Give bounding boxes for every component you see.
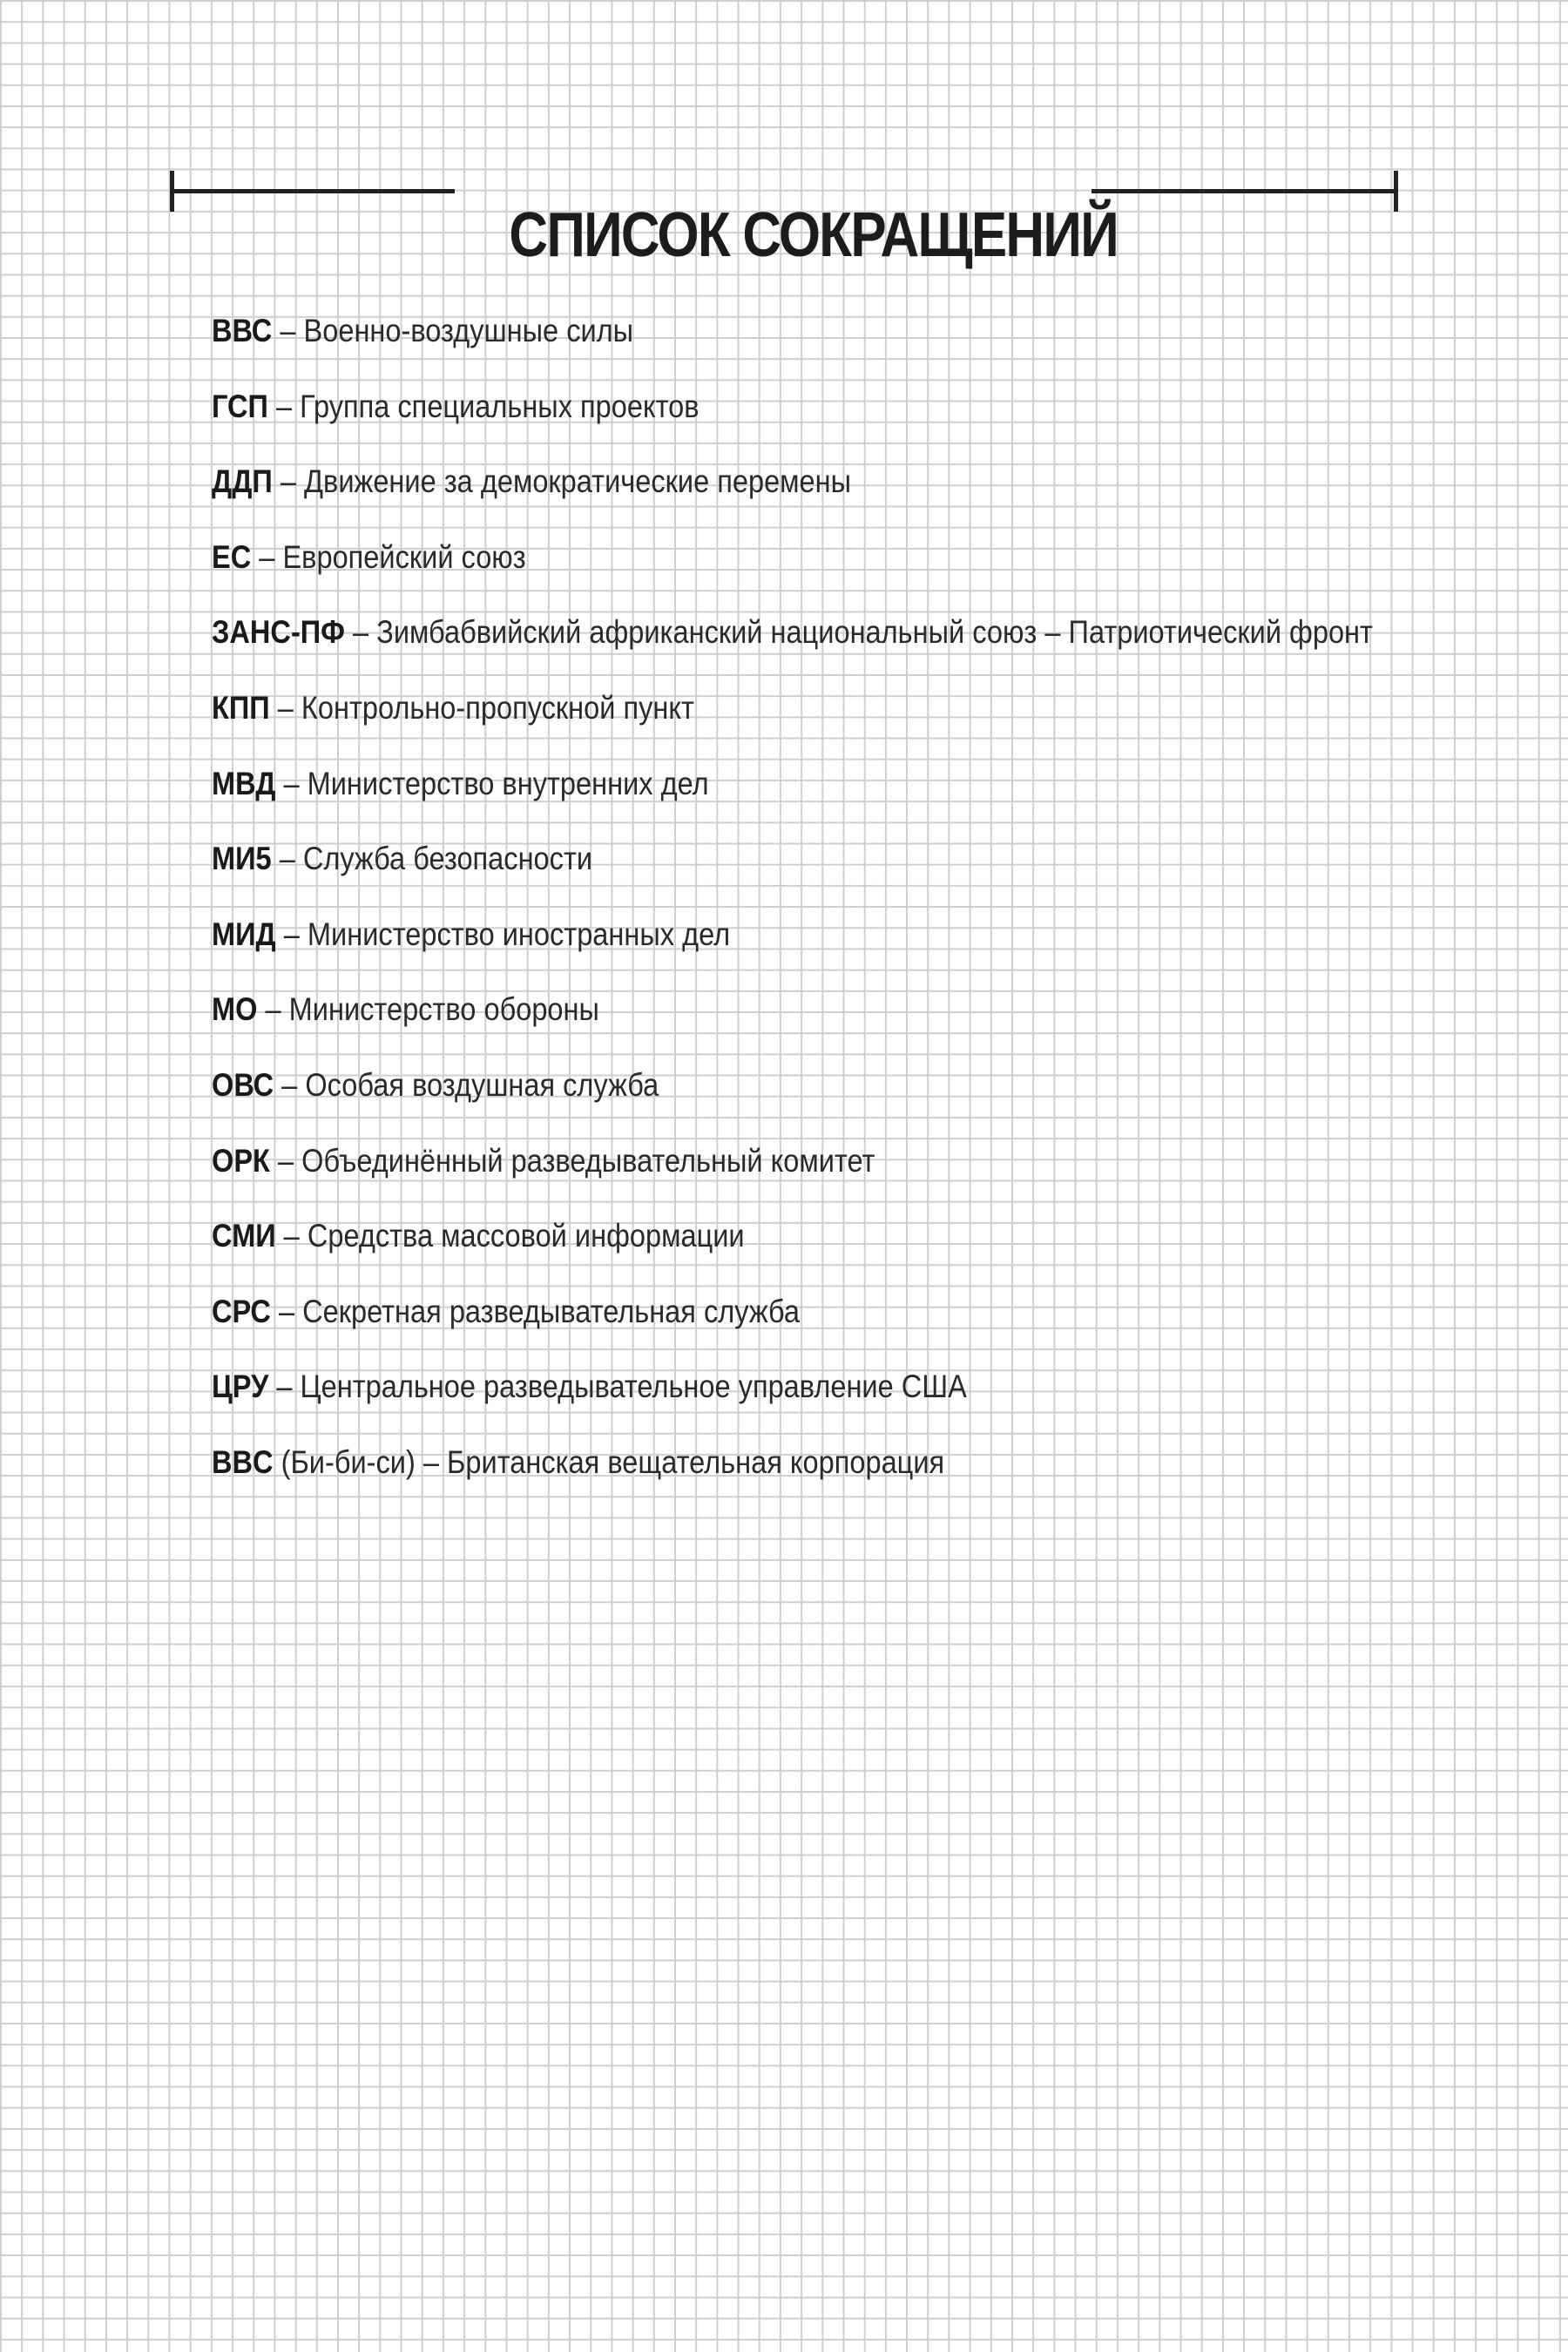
list-item <box>212 608 1373 684</box>
dash-separator: – <box>276 1369 293 1405</box>
abbreviation-expansion: Министерство иностранных дел <box>307 916 731 952</box>
abbreviation-expansion: Европейский союз <box>282 538 526 575</box>
abbreviation-term: ГСП <box>212 388 268 424</box>
abbreviation-term: МВД <box>212 765 276 801</box>
list-item <box>212 684 1362 760</box>
dash-separator: – <box>277 1142 294 1179</box>
abbreviation-term: BBC <box>212 1443 274 1480</box>
header-rule-right-tick <box>1394 171 1398 212</box>
dash-separator: – <box>422 1443 439 1480</box>
list-item <box>212 1061 1362 1137</box>
dash-separator: – <box>283 765 300 801</box>
dash-separator: – <box>259 538 275 575</box>
abbreviation-term: МО <box>212 991 258 1028</box>
abbreviation-expansion: Служба безопасности <box>302 841 593 877</box>
abbreviation-term: МИ5 <box>212 841 272 877</box>
dash-separator: – <box>276 388 293 424</box>
list-item <box>212 1137 1362 1213</box>
dash-separator: – <box>278 1293 295 1329</box>
dash-separator: – <box>283 916 300 952</box>
abbreviation-expansion: Военно-воздушные силы <box>303 313 634 348</box>
abbreviation-term: ЦРУ <box>212 1369 269 1405</box>
page-title: СПИСОК СОКРАЩЕНИЙ <box>509 200 1119 271</box>
abbreviation-term: ЕС <box>212 538 252 575</box>
dash-separator: – <box>265 991 281 1028</box>
list-item <box>212 457 1362 533</box>
abbreviation-expansion: Министерство обороны <box>288 991 599 1028</box>
header-rule-left <box>170 189 455 193</box>
abbreviation-expansion: Объединённый разведывательный комитет <box>301 1142 875 1179</box>
abbreviation-expansion: Группа специальных проектов <box>300 388 700 424</box>
list-item <box>212 760 1362 835</box>
abbreviation-term: МИД <box>212 916 276 952</box>
dash-separator: – <box>280 463 296 500</box>
abbreviation-term: ДДП <box>212 463 273 500</box>
dash-separator: – <box>280 313 296 348</box>
header-rule-right <box>1092 189 1398 193</box>
dash-separator: – <box>277 689 294 726</box>
abbreviation-term: ЗАНС-ПФ <box>212 614 345 651</box>
list-item <box>212 382 1362 458</box>
dash-separator: – <box>353 614 369 651</box>
list-item <box>212 307 1362 382</box>
abbreviation-expansion: Британская вещательная корпорация <box>447 1443 945 1480</box>
abbreviation-term: ВВС <box>212 313 273 348</box>
abbreviation-term: СМИ <box>212 1218 276 1254</box>
abbreviation-expansion: Зимбабвийский африканский национальный союз – Патриотический фронт <box>376 614 1373 651</box>
abbreviation-note: (Би-би-си) <box>280 1443 416 1480</box>
list-item <box>212 1288 1362 1363</box>
abbreviation-expansion: Контрольно-пропускной пункт <box>301 689 694 726</box>
list-item <box>212 1362 1362 1438</box>
abbreviation-expansion: Секретная разведывательная служба <box>302 1293 801 1329</box>
list-item <box>212 985 1362 1061</box>
abbreviation-expansion: Движение за демократические перемены <box>303 463 852 500</box>
list-item <box>212 1212 1362 1288</box>
dash-separator: – <box>279 841 295 877</box>
list-item <box>212 835 1362 910</box>
abbreviation-term: ОРК <box>212 1142 270 1179</box>
list-item <box>212 533 1362 609</box>
abbreviation-term: СРС <box>212 1293 271 1329</box>
abbreviation-expansion: Особая воздушная служба <box>305 1066 659 1103</box>
page-header <box>170 150 1398 271</box>
abbreviation-term: КПП <box>212 689 270 726</box>
abbreviation-list <box>212 307 1518 1514</box>
dash-separator: – <box>283 1218 300 1254</box>
abbreviation-expansion: Средства массовой информации <box>307 1218 745 1254</box>
dash-separator: – <box>281 1066 298 1103</box>
abbreviation-expansion: Министерство внутренних дел <box>307 765 709 801</box>
abbreviation-expansion: Центральное разведывательное управление США <box>300 1369 967 1405</box>
list-item <box>212 1438 1362 1514</box>
abbreviation-term: ОВС <box>212 1066 274 1103</box>
list-item <box>212 910 1362 986</box>
